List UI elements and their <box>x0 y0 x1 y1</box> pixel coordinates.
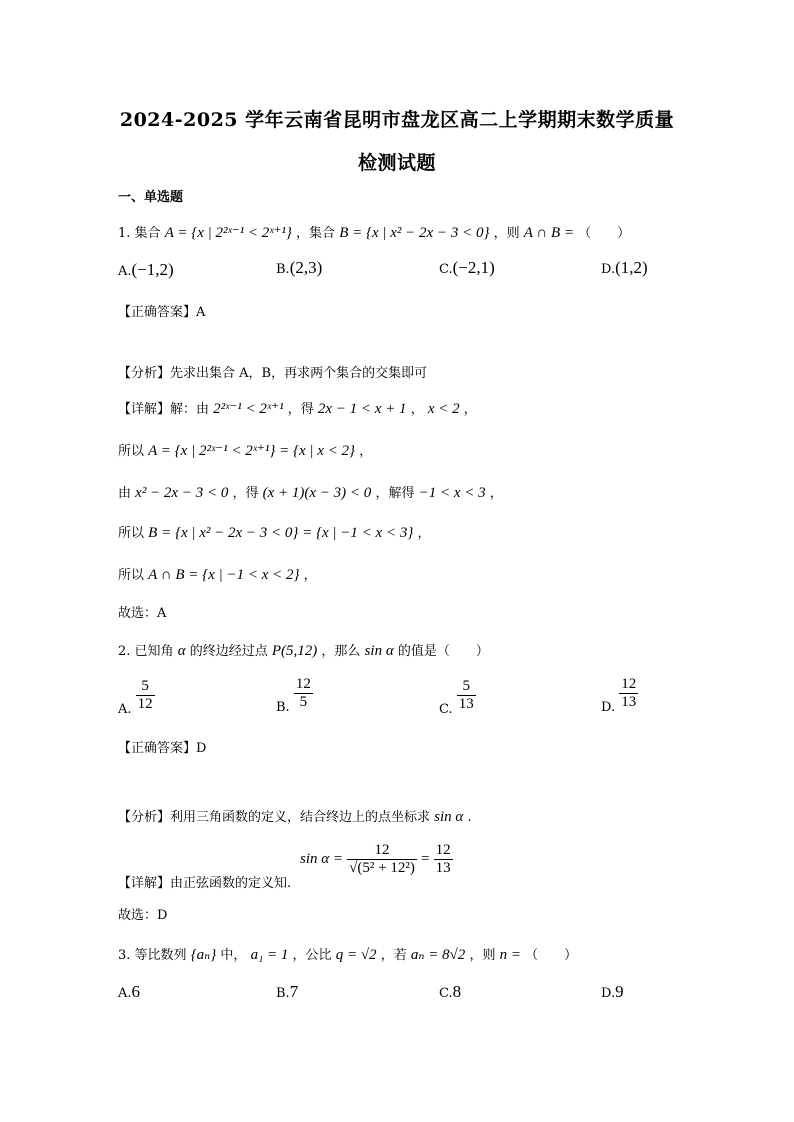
q1-paren: （ ） <box>578 226 631 241</box>
q3-option-c: C.8 <box>439 982 462 1001</box>
q1-detail-line-1: 【详解】解：由 2²ˣ⁻¹ < 2ˣ⁺¹ ，得 2x − 1 < x + 1 ， x < 2 ， <box>118 401 477 417</box>
q1-target: A ∩ B = <box>523 225 575 241</box>
q1-option-c-value: (−2,1) <box>452 258 495 277</box>
document-title-line-2: 检测试题 <box>357 152 436 174</box>
q1-ask: ，则 <box>493 226 520 241</box>
q1-analysis: 【分析】先求出集合 A，B，再求两个集合的交集即可 <box>118 366 428 381</box>
question-2-stem: 2. 已知角 α 的终边经过点 P(5,12) ，那么 sin α 的值是（ ） <box>118 643 489 659</box>
q1-detail-line-3: 由 x² − 2x − 3 < 0 ，得 (x + 1)(x − 3) < 0 ，解得 −1 < x < 3 ， <box>118 485 503 501</box>
q2-detail-label: 【详解】由正弦函数的定义知. <box>118 876 292 891</box>
q1-option-c: C.(−2,1) <box>439 258 495 277</box>
section-heading: 一、单选题 <box>118 190 184 205</box>
q3-option-b: B.7 <box>276 982 299 1001</box>
q1-answer: 【正确答案】A <box>118 305 206 320</box>
q2-analysis: 【分析】利用三角函数的定义，结合终边上的点坐标求 sin α . <box>118 809 472 825</box>
q1-set-b: B = {x | x² − 2x − 3 < 0} <box>339 225 490 241</box>
question-3-stem: 3. 等比数列 {aₙ} 中， a₁ = 1 ，公比 q = √2 ，若 aₙ = 8√2 ，则 n = （ ） <box>118 947 578 963</box>
q2-detail-formula: sin α = $\frac{12}{\text{√(5² + 12²)}}$ = $\frac{12}{13}$ <box>300 842 451 876</box>
q2-option-a-fraction: $\frac{5}{12}$ <box>137 678 153 712</box>
q2-option-b: B. $\frac{12}{5}$ <box>276 676 311 715</box>
q1-option-d-value: (1,2) <box>615 258 648 277</box>
q2-conclusion: 故选：D <box>118 908 168 923</box>
q1-detail-line-4: 所以 B = {x | x² − 2x − 3 < 0} = {x | −1 < x < 3} ， <box>118 525 431 541</box>
document-title-line-1: 2024-2025 学年云南省昆明市盘龙区高二上学期期末数学质量 <box>119 109 675 131</box>
q2-option-a: A. $\frac{5}{12}$ <box>118 678 153 717</box>
q2-option-d: D. $\frac{12}{13}$ <box>601 676 637 715</box>
q1-option-b-value: (2,3) <box>289 258 323 277</box>
q2-option-c: C. $\frac{5}{13}$ <box>439 678 474 717</box>
q1-option-d: D.(1,2) <box>601 258 648 277</box>
q3-option-a: A.6 <box>118 982 141 1001</box>
q1-option-a-value: (−1,2) <box>131 260 174 279</box>
q1-mid: ，集合 <box>296 226 336 241</box>
q3-option-d: D.9 <box>601 982 624 1001</box>
q2-option-b-fraction: $\frac{12}{5}$ <box>295 676 311 710</box>
q1-detail-line-5: 所以 A ∩ B = {x | −1 < x < 2} ， <box>118 567 317 583</box>
q1-prefix: 1. 集合 <box>118 226 161 241</box>
q1-option-b: B.(2,3) <box>276 258 323 277</box>
q2-answer: 【正确答案】D <box>118 741 207 756</box>
q1-set-a: A = {x | 2²ˣ⁻¹ < 2ˣ⁺¹} <box>164 225 292 241</box>
q2-option-c-fraction: $\frac{5}{13}$ <box>458 678 474 712</box>
q1-option-a: A.(−1,2) <box>118 260 174 279</box>
question-1-stem <box>118 222 630 242</box>
q1-detail-line-2: 所以 A = {x | 2²ˣ⁻¹ < 2ˣ⁺¹} = {x | x < 2} ， <box>118 443 373 459</box>
q1-conclusion: 故选：A <box>118 606 167 621</box>
q2-option-d-fraction: $\frac{12}{13}$ <box>621 676 637 710</box>
